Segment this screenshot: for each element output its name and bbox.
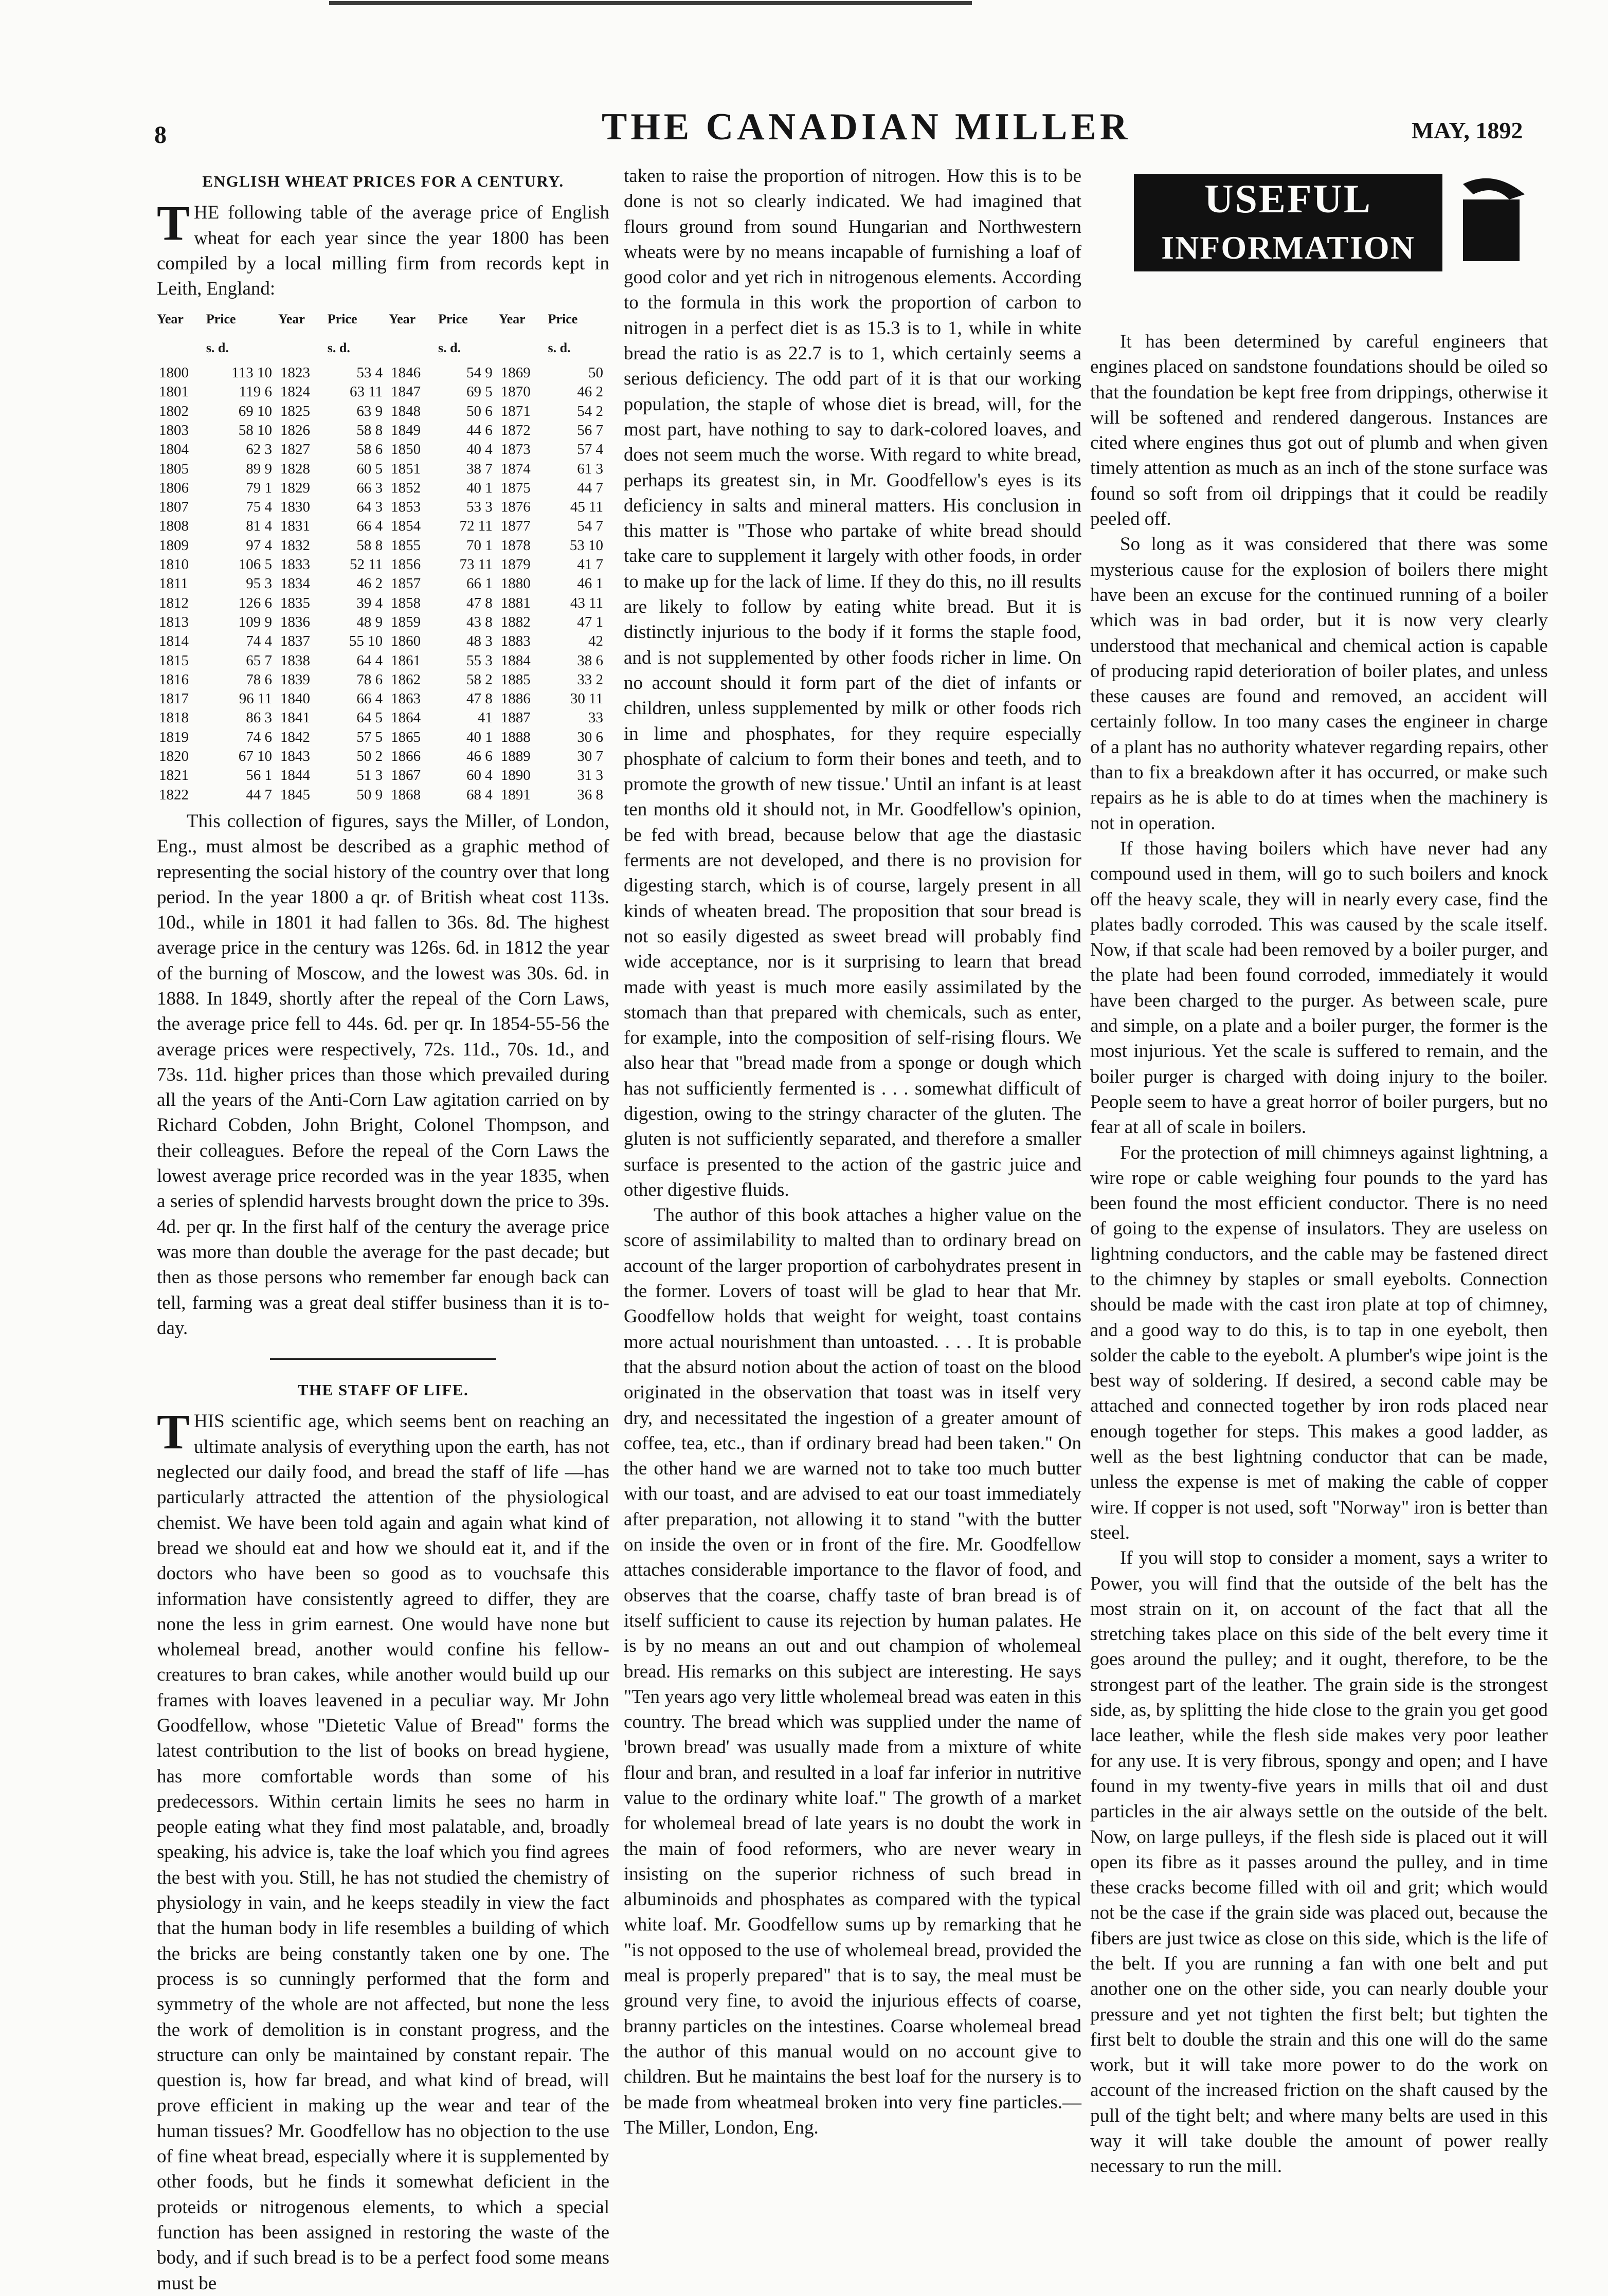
- year-cell: 1847: [391, 384, 421, 400]
- year-cell: 1886: [500, 690, 531, 707]
- price-cell: 57 4: [577, 441, 603, 458]
- table-unit-cell: [389, 335, 438, 363]
- year-cell: 1827: [280, 441, 310, 458]
- table-row: [157, 766, 609, 785]
- table-row: [157, 382, 609, 402]
- year-cell: 1855: [391, 537, 421, 554]
- table-row: [157, 460, 609, 479]
- price-cell: 58 2: [466, 671, 493, 688]
- year-cell: 1891: [500, 786, 531, 803]
- belting-paragraph: If you will stop to consider a moment, says a writer to Power, you will find that the outside of the belt has the most strain on it, on account of the fact that all the stretching takes place on this side of the belt every time it goes around the pulley; and it ought, therefore, to be the strongest part of the leather. The grain side is the strongest side, as, by splitting the hide close to the grain you get good lace leather, while the flesh side makes very poor leather for any use. It is very fibrous, spongy and open; and I have found in my twenty-five years in mills that oil and dust particles in the air always settle on the outside of the belt. Now, on large pulleys, if the flesh side is placed out it will open its fibre as it passes around the pulley, and in time these cracks become filled with oil and grit; which would not be the case if the grain side was placed out, because the fibers are just twice as close on this side, which is the life of the belt. If you are running a fan with one belt and put another one on the other side, you can nearly double your pressure and yet not tighten the first belt; but tighten the first belt to double the strain and this one will do the same work, but it will take more power to do the work on account of the increased friction on the shaft caused by the pull of the tight belt; and where many belts are used in this way it will take double the amount of power really necessary to run the mill.: [1090, 1547, 1548, 2177]
- dropcap: T: [157, 1404, 190, 1460]
- price-cell: 79 1: [246, 479, 272, 496]
- table-row: [157, 786, 609, 805]
- price-cell: 33 2: [577, 671, 603, 688]
- year-cell: 1866: [391, 748, 421, 765]
- table-row: [157, 613, 609, 632]
- table-unit-cell: s. d.: [206, 340, 229, 355]
- year-cell: 1872: [500, 422, 531, 439]
- price-cell: 89 9: [246, 460, 272, 477]
- price-cell: 44 7: [246, 786, 272, 803]
- section-divider: [270, 1358, 496, 1360]
- year-cell: 1885: [500, 671, 531, 688]
- year-cell: 1836: [280, 613, 310, 630]
- boiler-scale-paragraph: If those having boilers which have never had any compound used in them, will go to such boilers and knock off the heavy scale, they will in nearly every case, find the plates badly corroded. This was caused by the scale itself. Now, if that scale had been removed by a boiler purger, and the plate had been found corroded, immediately it would have been charged to the purger. As between scale, pure and simple, on a plate and a boiler purger, the former is the most injurious. Yet the scale is suffered to remain, and the boiler purger is charged with doing injury to the boiler. People seem to have a great horror of boiler purgers, but no fear at all of scale in boilers.: [1090, 837, 1548, 1138]
- price-cell: 109 9: [238, 613, 272, 630]
- table-row: [157, 594, 609, 613]
- logo-word-1: USEFUL: [1204, 176, 1372, 221]
- year-cell: 1879: [500, 556, 531, 573]
- table-unit-cell: [278, 335, 328, 363]
- year-cell: 1845: [280, 786, 310, 803]
- price-cell: 81 4: [246, 518, 272, 535]
- year-cell: 1803: [159, 422, 189, 439]
- price-cell: 36 8: [577, 786, 603, 803]
- price-cell: 78 6: [356, 671, 383, 688]
- table-row: [157, 574, 609, 593]
- table-row: [157, 632, 609, 651]
- price-cell: 66 1: [466, 575, 493, 592]
- table-row: [157, 363, 609, 382]
- table-unit-cell: [157, 335, 206, 363]
- year-cell: 1849: [391, 422, 421, 439]
- wheat-prices-table: [157, 306, 609, 804]
- year-cell: 1829: [280, 479, 310, 496]
- table-row: [157, 728, 609, 747]
- year-cell: 1859: [391, 613, 421, 630]
- price-cell: 119 6: [239, 384, 272, 400]
- column-2: [624, 163, 1081, 2140]
- price-cell: 46 2: [356, 575, 383, 592]
- price-cell: 66 3: [356, 479, 383, 496]
- year-cell: 1809: [159, 537, 189, 554]
- article-heading-staff-of-life: THE STAFF OF LIFE.: [297, 1381, 469, 1399]
- price-cell: 60 5: [356, 460, 383, 477]
- price-cell: 39 4: [356, 594, 383, 611]
- publication-title: THE CANADIAN MILLER: [602, 106, 1131, 148]
- price-cell: 74 6: [246, 728, 272, 745]
- table-unit-cell: s. d.: [438, 340, 461, 355]
- table-header-row: [157, 306, 609, 335]
- price-cell: 44 7: [577, 479, 603, 496]
- price-cell: 30 7: [577, 748, 603, 765]
- year-cell: 1878: [500, 537, 531, 554]
- price-cell: 41 7: [577, 556, 603, 573]
- price-cell: 47 1: [577, 613, 603, 630]
- price-cell: 58 8: [356, 537, 383, 554]
- year-cell: 1858: [391, 594, 421, 611]
- year-cell: 1856: [391, 556, 421, 573]
- year-cell: 1834: [280, 575, 310, 592]
- year-cell: 1832: [280, 537, 310, 554]
- price-cell: 43 8: [466, 613, 493, 630]
- year-cell: 1813: [159, 613, 189, 630]
- price-cell: 40 1: [466, 479, 493, 496]
- oil-can-body: [1463, 199, 1520, 261]
- price-cell: 52 11: [349, 556, 383, 573]
- table-row: [157, 536, 609, 555]
- table-header-cell: Year: [157, 312, 184, 327]
- price-cell: 50: [588, 365, 603, 381]
- year-cell: 1863: [391, 690, 421, 707]
- price-cell: 55 3: [466, 652, 493, 669]
- price-cell: 64 4: [356, 652, 383, 669]
- table-row: [157, 421, 609, 440]
- price-cell: 56 1: [246, 767, 272, 784]
- year-cell: 1880: [500, 575, 531, 592]
- year-cell: 1854: [391, 518, 421, 535]
- year-cell: 1807: [159, 499, 189, 516]
- price-cell: 64 3: [356, 499, 383, 516]
- year-cell: 1877: [500, 518, 531, 535]
- oil-can-spout: [1463, 178, 1525, 199]
- year-cell: 1860: [391, 633, 421, 650]
- year-cell: 1870: [500, 384, 531, 400]
- year-cell: 1825: [280, 403, 310, 420]
- boiler-explosions-paragraph: So long as it was considered that there was some mysterious cause for the explosion of boilers there might have been an excuse for the continued running of a boiler which was in bad order, but it is now very clearly understood that mechanical and chemical action is capable of producing rapid deterioration of boiler plates, and unless these causes are found and removed, an accident will certainly follow. In too many cases the engineer in charge of a plant has no authority whatever regarding repairs, other than to fix a breakdown after it has occurred, or make such repairs as he is able to do at times when the machinery is not in operation.: [1090, 534, 1548, 834]
- price-cell: 95 3: [246, 575, 272, 592]
- price-cell: 50 2: [356, 748, 383, 765]
- year-cell: 1864: [391, 709, 421, 726]
- year-cell: 1867: [391, 767, 421, 784]
- year-cell: 1818: [159, 709, 189, 726]
- table-row: [157, 517, 609, 536]
- issue-date: MAY, 1892: [1412, 117, 1523, 143]
- price-cell: 126 6: [238, 594, 272, 611]
- year-cell: 1839: [280, 671, 310, 688]
- year-cell: 1840: [280, 690, 310, 707]
- table-row: [157, 689, 609, 708]
- top-edge-rule: [329, 1, 972, 5]
- price-cell: 50 9: [356, 786, 383, 803]
- table-body: [157, 363, 609, 805]
- table-unit-cell: s. d.: [548, 340, 571, 355]
- price-cell: 54 2: [577, 403, 603, 420]
- price-cell: 61 3: [577, 460, 603, 477]
- year-cell: 1851: [391, 460, 421, 477]
- article-heading-wheat-prices: ENGLISH WHEAT PRICES FOR A CENTURY.: [202, 172, 564, 190]
- table-row: [157, 479, 609, 498]
- year-cell: 1865: [391, 728, 421, 745]
- price-cell: 63 9: [356, 403, 383, 420]
- column-1: [157, 169, 609, 2296]
- staff-of-life-continued: taken to raise the proportion of nitrogen. How this is to be done is not so clearly indicated. We had imagined that flours ground from sound Hungarian and Northwestern wheats were by no means incapable of furnishing a loaf of good color and yet rich in nitrogenous elements. According to the formula in this work the proportion of carbon to nitrogen in a perfect diet is as 15.3 is to 1, while in white bread the ratio is as 22.7 is to 1, which certainly seems a serious deficiency. The odd part of it is that our working population, the staple of whose diet is bread, will, for the most part, have nothing to say to dark-colored loaves, and does not seem much the worse. With regard to white bread, perhaps its greatest sin, in Mr. Goodfellow's eyes is its deficiency in salts and mineral matters. His conclusion in this matter is "Those who partake of white bread should take care to supplement it largely with other foods, in order to make up for the lack of lime. If they do this, no ill results are likely to follow by eating white bread. But it is distinctly injurious to the body if it forms the staple food, and is not supplemented by other foods richer in lime. On no account should it form part of the diet of infants or children, unless supplemented by milk or other foods rich in lime and phosphates, for they require especially phosphate of calcium to form their bones and teeth, and to promote the growth of new tissue.' Until an infant is at least ten months old it should not, in Mr. Goodfellow's opinion, be fed with bread, because below that age the diastasic ferments are not developed, and there is no provision for digesting starch, which is of course, largely present in all kinds of wheaten bread. The proposition that sour bread is not so easily digested as sweet bread will probably find wide acceptance, nor is it surprising to learn that bread made with yeast is much more easily assimilated by the stomach than that prepared with chemicals, such as enter, for example, into the composition of self-rising flours. We also hear that "bread made from a sponge or dough which has not sufficiently fermented is . . . somewhat difficult of digestion, owing to the stringy character of the gluten. The gluten is not sufficiently separated, and therefore a smaller surface is presented to the action of the gastric juice and other digestive fluids.: [624, 166, 1081, 1200]
- year-cell: 1869: [500, 365, 531, 381]
- dropcap: T: [157, 195, 190, 251]
- year-cell: 1817: [159, 690, 189, 707]
- year-cell: 1882: [500, 613, 531, 630]
- table-row: [157, 555, 609, 574]
- price-cell: 72 11: [459, 518, 493, 535]
- year-cell: 1812: [159, 594, 189, 611]
- price-cell: 78 6: [246, 671, 272, 688]
- price-cell: 113 10: [231, 365, 272, 381]
- table-header-cell: Price: [206, 312, 236, 327]
- year-cell: 1873: [500, 441, 531, 458]
- table-row: [157, 747, 609, 766]
- year-cell: 1820: [159, 748, 189, 765]
- price-cell: 40 4: [466, 441, 493, 458]
- year-cell: 1801: [159, 384, 189, 400]
- year-cell: 1822: [159, 786, 189, 803]
- price-cell: 60 4: [466, 767, 493, 784]
- price-cell: 67 10: [238, 748, 272, 765]
- price-cell: 55 10: [349, 633, 383, 650]
- price-cell: 50 6: [466, 403, 493, 420]
- year-cell: 1810: [159, 556, 189, 573]
- price-cell: 96 11: [239, 690, 272, 707]
- price-cell: 57 5: [356, 728, 383, 745]
- year-cell: 1824: [280, 384, 310, 400]
- year-cell: 1852: [391, 479, 421, 496]
- column-3: [1090, 329, 1548, 2179]
- logo-word-2: INFORMATION: [1161, 229, 1415, 266]
- year-cell: 1811: [159, 575, 188, 592]
- price-cell: 63 11: [349, 384, 383, 400]
- price-cell: 43 11: [570, 594, 603, 611]
- price-cell: 106 5: [238, 556, 272, 573]
- year-cell: 1831: [280, 518, 310, 535]
- price-cell: 31 3: [577, 767, 603, 784]
- price-cell: 65 7: [246, 652, 272, 669]
- table-header-cell: Year: [498, 312, 526, 327]
- price-cell: 66 4: [356, 690, 383, 707]
- page-number: 8: [154, 121, 167, 149]
- year-cell: 1808: [159, 518, 189, 535]
- lightning-protection-paragraph: For the protection of mill chimneys against lightning, a wire rope or cable weighing four pounds to the yard has been found the most efficient conductor. There is no need of going to the expense of insulators. They are useless on lightning conductors, and the cable may be fastened direct to the chimney by staples or small eyebolts. Connection should be made with the cast iron plate at top of chimney, and a good way to do this, is to tap in one eyebolt, then solder the cable to the eyebolt. A plumber's wipe joint is the best way of soldering. If desired, a second cable may be attached and connected together by iron rods placed near enough together for steps. This makes a good ladder, as well as the best lightning conductor that can be made, unless the expense is met of making the cable of copper wire. If copper is not used, soft "Norway" iron is better than steel.: [1090, 1142, 1548, 1543]
- price-cell: 45 11: [570, 499, 603, 516]
- staff-of-life-toast-paragraph: The author of this book attaches a higher value on the score of assimilability to malted than to ordinary bread on account of the larger proportion of carbohydrates present in the former. Lovers of toast will be glad to hear that Mr. Goodfellow holds that weight for weight, toast contains more actual nourishment than untoasted. . . . It is probable that the absurd notion about the action of toast on the blood originated in the observation that toast was in itself very dry, and necessitated the ingestion of a greater amount of coffee, tea, etc., than if ordinary bread had been taken." On the other hand we are warned not to take too much butter with our toast, and are advised to eat our toast immediately after preparation, not allowing it to stand "with the butter on inside the oven or in front of the fire. Mr. Goodfellow attaches considerable importance to the flavor of food, and observes that the coarse, chaffy taste of bran bread is of itself sufficient to cause its rejection by human palates. He is by no means an out and out champion of wholemeal bread. His remarks on this subject are interesting. He says "Ten years ago very little wholemeal bread was eaten in this country. The bread which was supplied under the name of 'brown bread' was usually made from a mixture of white flour and bran, and resulted in a loaf far inferior in nutritive value to the ordinary white loaf." The growth of a market for wholemeal bread of late years is no doubt the work in the main of food reformers, who are never weary in insisting on the superior richness of such bread in albuminoids and phosphates as compared with the typical white loaf. Mr. Goodfellow sums up by remarking that he "is not opposed to the use of wholemeal bread, provided the meal is properly prepared" that is to say, the meal must be ground very fine, to avoid the injurious effects of coarse, branny particles on the intestines. Coarse wholemeal bread the author of this manual would on no account give to children. But he maintains the best loaf for the nursery is to be made from wheatmeal broken into very fine particles.—The Miller, London, Eng.: [624, 1205, 1081, 2138]
- price-cell: 68 4: [466, 786, 493, 803]
- year-cell: 1841: [280, 709, 310, 726]
- price-cell: 48 3: [466, 633, 493, 650]
- price-cell: 53 10: [569, 537, 603, 554]
- price-cell: 46 6: [466, 748, 493, 765]
- year-cell: 1828: [280, 460, 310, 477]
- year-cell: 1884: [500, 652, 531, 669]
- table-header-cell: Price: [548, 312, 578, 327]
- table-unit-cell: [499, 335, 548, 363]
- year-cell: 1815: [159, 652, 189, 669]
- year-cell: 1888: [500, 728, 531, 745]
- price-cell: 58 8: [356, 422, 383, 439]
- table-row: [157, 651, 609, 670]
- price-cell: 48 9: [356, 613, 383, 630]
- year-cell: 1876: [500, 499, 531, 516]
- price-cell: 38 6: [577, 652, 603, 669]
- year-cell: 1800: [159, 365, 189, 381]
- year-cell: 1848: [391, 403, 421, 420]
- table-row: [157, 708, 609, 727]
- price-cell: 73 11: [459, 556, 493, 573]
- price-cell: 46 2: [577, 384, 603, 400]
- price-cell: 54 7: [577, 518, 603, 535]
- price-cell: 75 4: [246, 499, 272, 516]
- year-cell: 1887: [500, 709, 531, 726]
- year-cell: 1826: [280, 422, 310, 439]
- price-cell: 42: [588, 633, 603, 650]
- year-cell: 1875: [500, 479, 531, 496]
- price-cell: 69 5: [466, 384, 493, 400]
- year-cell: 1846: [391, 365, 421, 381]
- price-cell: 70 1: [466, 537, 493, 554]
- wheat-prices-intro: THE following table of the average price of English wheat for each year since the year 1800 has been compiled by a local milling firm from records kept in Leith, England:: [157, 195, 609, 300]
- price-cell: 86 3: [246, 709, 272, 726]
- year-cell: 1819: [159, 728, 189, 745]
- price-cell: 30 11: [570, 690, 603, 707]
- price-cell: 64 5: [356, 709, 383, 726]
- year-cell: 1837: [280, 633, 310, 650]
- year-cell: 1889: [500, 748, 531, 765]
- year-cell: 1850: [391, 441, 421, 458]
- price-cell: 41: [477, 709, 493, 726]
- year-cell: 1853: [391, 499, 421, 516]
- year-cell: 1857: [391, 575, 421, 592]
- year-cell: 1805: [159, 460, 189, 477]
- year-cell: 1830: [280, 499, 310, 516]
- price-cell: 53 4: [356, 365, 383, 381]
- year-cell: 1868: [391, 786, 421, 803]
- year-cell: 1881: [500, 594, 531, 611]
- year-cell: 1862: [391, 671, 421, 688]
- year-cell: 1816: [159, 671, 189, 688]
- price-cell: 51 3: [356, 767, 383, 784]
- wheat-prices-commentary: This collection of figures, says the Miller, of London, Eng., must almost be described as a graphic method of representing the social history of the country over that long period. In the year 1800 a qr. of British wheat cost 113s. 10d., while in 1801 it had fallen to 36s. 8d. The highest average price in the century was 126s. 6d. in 1812 the year of the burning of Moscow, and the lowest was 30s. 6d. in 1888. In 1849, shortly after the repeal of the Corn Laws, the average price fell to 44s. 6d. per qr. In 1854-55-56 the average prices were respectively, 72s. 11d., 70s. 1d., and 73s. 11d. higher prices than those which prevailed during all the years of the Anti-Corn Law agitation carried on by Richard Cobden, John Bright, Colonel Thompson, and their colleagues. Before the repeal of the Corn Laws the lowest average price recorded was in the year 1835, when a series of splendid harvests brought down the price to 39s. 4d. per qr. In the first half of the century the average price was more than double the average for the past decade; but then as those persons who remember far enough back can tell, farming was a great deal stiffer business than it is to-day.: [157, 810, 609, 1339]
- table-row: [157, 402, 609, 421]
- year-cell: 1890: [500, 767, 531, 784]
- price-cell: 53 3: [466, 499, 493, 516]
- price-cell: 47 8: [466, 594, 493, 611]
- table-header-cell: Year: [389, 312, 416, 327]
- year-cell: 1838: [280, 652, 310, 669]
- table-units-row: [157, 335, 609, 363]
- year-cell: 1804: [159, 441, 189, 458]
- price-cell: 74 4: [246, 633, 272, 650]
- year-cell: 1806: [159, 479, 189, 496]
- price-cell: 33: [588, 709, 603, 726]
- price-cell: 46 1: [577, 575, 603, 592]
- staff-of-life-body: THIS scientific age, which seems bent on reaching an ultimate analysis of everything upon the earth, has not neglected our daily food, and bread the staff of life —has particularly attracted the attention of the physiological chemist. We have been told again and again what kind of bread we should eat and how we should eat it, and if the doctors who have been so good as to vouchsafe this information have consistently agreed to differ, they are none the less in grim earnest. One would have none but wholemeal bread, another would confine his fellow-creatures to bran cakes, while another would build up our frames with loaves leavened in a peculiar way. Mr John Goodfellow, whose "Dietetic Value of Bread" forms the latest contribution to the list of books on bread hygiene, has more comfortable words than some of his predecessors. Within certain limits he sees no harm in people eating what they find most palatable, and, broadly speaking, his advice is, take the loaf which you find agrees the best with you. Still, he has not studied the chemistry of physiology in vain, and he keeps steadily in view the fact that the human body in life resembles a building of which the bricks are being constantly taken one by one. The process is so cunningly performed that the form and symmetry of the whole are not affected, but none the less the work of demolition is in constant progress, and the structure can only be maintained by constant repair. The question is, how far bread, and what kind of bread, will prove efficient in making up the wear and tear of the human tissues? Mr. Goodfellow has no objection to the use of fine wheat bread, especially where it is supplemented by other foods, but he finds it somewhat deficient in the proteids or nitrogenous elements, to which a special function has been assigned in restoring the waste of the body, and if such bread is to be a perfect food some means must be: [157, 1404, 609, 2294]
- price-cell: 66 4: [356, 518, 383, 535]
- table-row: [157, 670, 609, 689]
- price-cell: 69 10: [238, 403, 272, 420]
- year-cell: 1874: [500, 460, 531, 477]
- year-cell: 1844: [280, 767, 310, 784]
- price-cell: 54 9: [466, 365, 493, 381]
- price-cell: 38 7: [466, 460, 493, 477]
- year-cell: 1871: [500, 403, 531, 420]
- year-cell: 1843: [280, 748, 310, 765]
- table-row: [157, 440, 609, 459]
- year-cell: 1835: [280, 594, 310, 611]
- price-cell: 40 1: [466, 728, 493, 745]
- masthead: [0, 105, 1608, 162]
- table-header-cell: Price: [327, 312, 357, 327]
- price-cell: 97 4: [246, 537, 272, 554]
- price-cell: 58 10: [238, 422, 272, 439]
- useful-information-logo-art: [1134, 163, 1535, 271]
- table-header-cell: Price: [438, 312, 468, 327]
- year-cell: 1842: [280, 728, 310, 745]
- price-cell: 58 6: [356, 441, 383, 458]
- price-cell: 44 6: [466, 422, 493, 439]
- table-header-cell: Year: [278, 312, 305, 327]
- year-cell: 1823: [280, 365, 310, 381]
- year-cell: 1814: [159, 633, 189, 650]
- table-row: [157, 498, 609, 517]
- table-unit-cell: s. d.: [327, 340, 350, 355]
- price-cell: 56 7: [577, 422, 603, 439]
- price-cell: 47 8: [466, 690, 493, 707]
- year-cell: 1833: [280, 556, 310, 573]
- sandstone-foundations-paragraph: It has been determined by careful engineers that engines placed on sandstone foundations should be oiled so that the foundation be kept free from drippings, otherwise it will be softened and rendered dangerous. Instances are cited where engines thus got out of plumb and when given timely attention as much as an inch of the stone surface was found so soft from oil drippings that it could be readily peeled off.: [1090, 331, 1548, 530]
- year-cell: 1861: [391, 652, 421, 669]
- price-cell: 30 6: [577, 728, 603, 745]
- year-cell: 1821: [159, 767, 189, 784]
- year-cell: 1883: [500, 633, 531, 650]
- price-cell: 62 3: [246, 441, 272, 458]
- year-cell: 1802: [159, 403, 189, 420]
- useful-information-logo: [1134, 163, 1535, 271]
